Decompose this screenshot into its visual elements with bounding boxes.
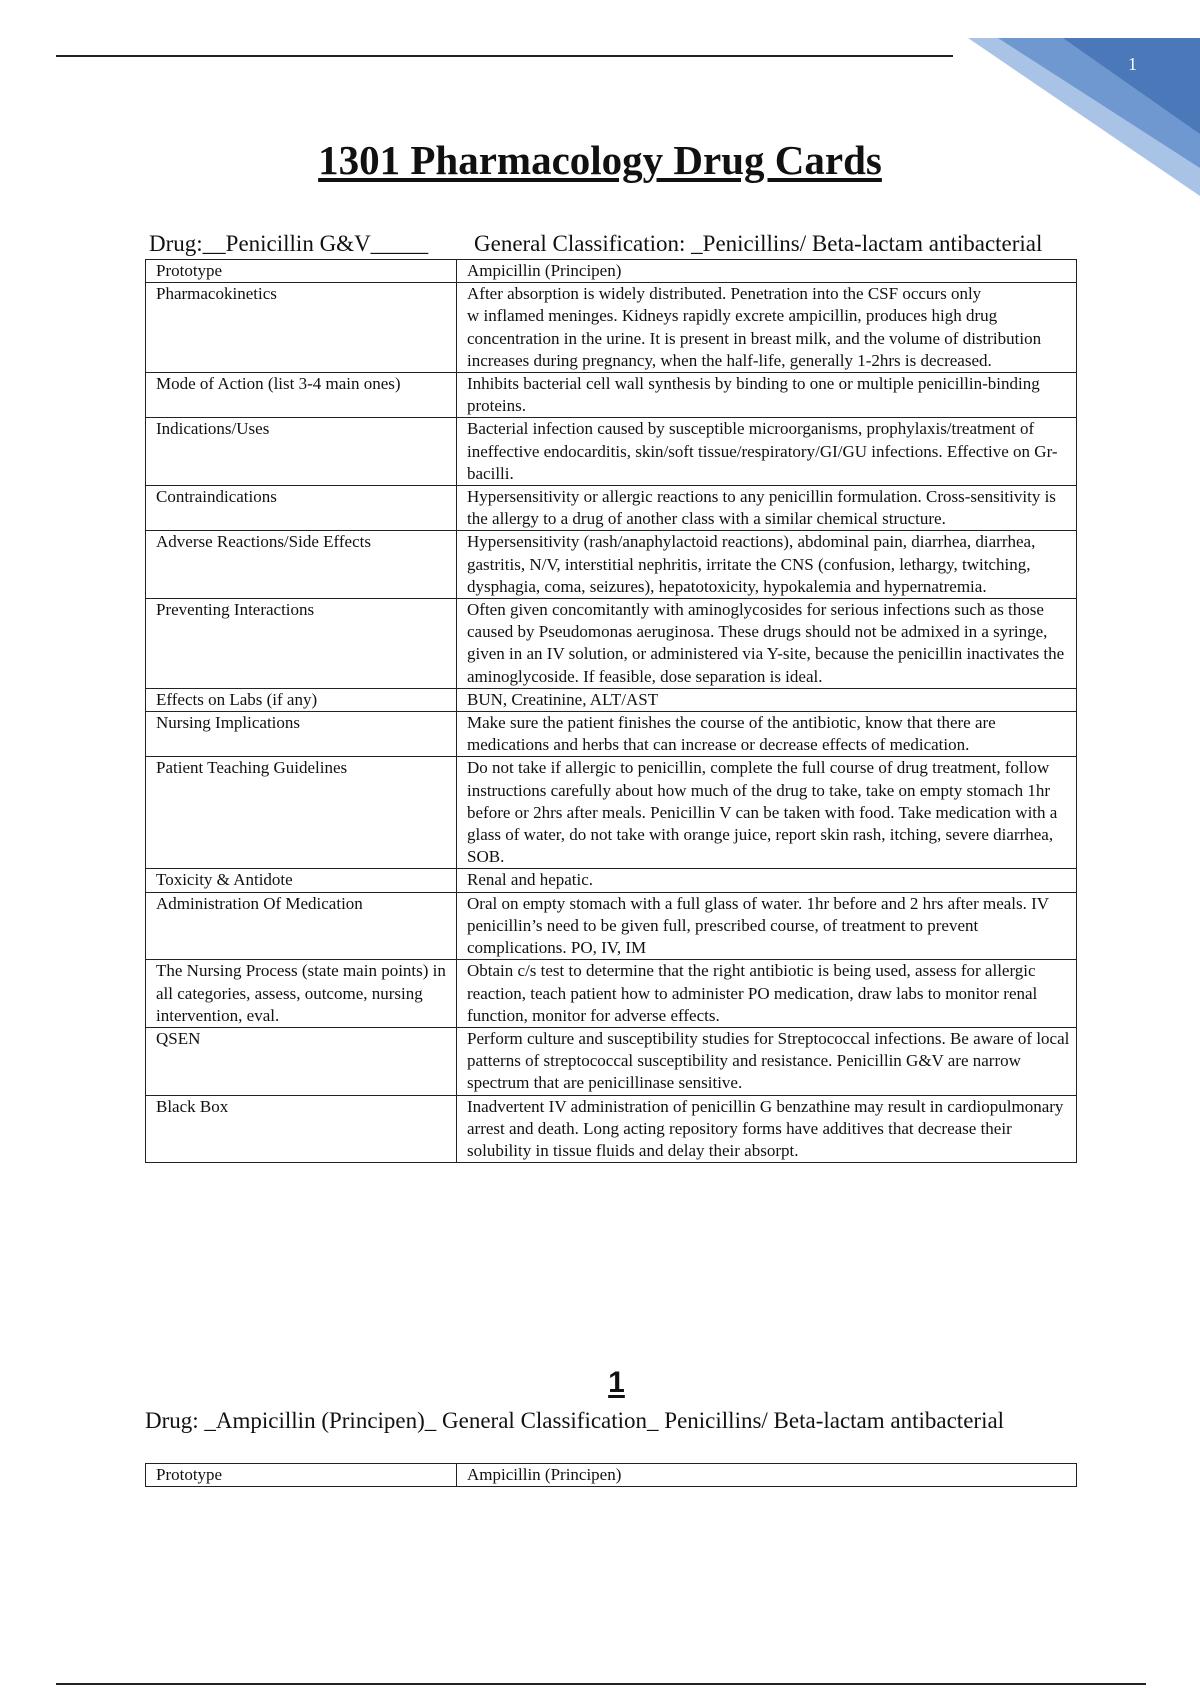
document-title: 1301 Pharmacology Drug Cards xyxy=(318,137,882,183)
drug-name: Drug:__Penicillin G&V_____ xyxy=(149,231,429,256)
footer-rule xyxy=(56,1683,1146,1685)
card1-heading xyxy=(149,231,1079,257)
table-row xyxy=(146,1464,1077,1487)
table-row xyxy=(146,260,1077,283)
field-value: Make sure the patient finishes the course of the antibiotic, know that there are medications and herbs that can increase or decrease effects of medication. xyxy=(457,712,1077,757)
field-label: Patient Teaching Guidelines xyxy=(146,757,457,869)
table-row xyxy=(146,418,1077,486)
drug-card-table-1 xyxy=(145,259,1077,1163)
field-value: Hypersensitivity (rash/anaphylactoid reactions), abdominal pain, diarrhea, diarrhea, gastritis, N/V, interstitial nephritis, irritate the CNS (confusion, lethargy, twitching, dysphagia, coma, seizures), hepatotoxicity, hypokalemia and hypernatremia. xyxy=(457,531,1077,599)
table-row xyxy=(146,283,1077,373)
field-value: Oral on empty stomach with a full glass of water. 1hr before and 2 hrs after meals. IV penicillin’s need to be given full, prescribed course, of treatment to prevent complications. PO, IV, IM xyxy=(457,892,1077,960)
field-value: Bacterial infection caused by susceptible microorganisms, prophylaxis/treatment of ineffective endocarditis, skin/soft tissue/respiratory/GI/GU infections. Effective on Gr- bacilli. xyxy=(457,418,1077,486)
table-row xyxy=(146,960,1077,1028)
table-row xyxy=(146,688,1077,711)
table-row xyxy=(146,892,1077,960)
field-label: The Nursing Process (state main points) in all categories, assess, outcome, nursing intervention, eval. xyxy=(146,960,457,1028)
field-value: BUN, Creatinine, ALT/AST xyxy=(457,688,1077,711)
field-label: Toxicity & Antidote xyxy=(146,869,457,892)
field-label: QSEN xyxy=(146,1027,457,1095)
section-number: 1 xyxy=(608,1366,625,1399)
card2-heading: Drug: _Ampicillin (Principen)_ General Classification_ Penicillins/ Beta-lactam antibacterial xyxy=(145,1408,1005,1433)
field-label: Pharmacokinetics xyxy=(146,283,457,373)
table-row xyxy=(146,757,1077,869)
field-label: Administration Of Medication xyxy=(146,892,457,960)
field-label: Effects on Labs (if any) xyxy=(146,688,457,711)
table-row xyxy=(146,1095,1077,1163)
field-label: Preventing Interactions xyxy=(146,599,457,689)
table-row xyxy=(146,1027,1077,1095)
field-value: Inhibits bacterial cell wall synthesis by binding to one or multiple penicillin-binding proteins. xyxy=(457,373,1077,418)
table-row xyxy=(146,486,1077,531)
field-value: Ampicillin (Principen) xyxy=(457,1464,1077,1487)
field-label: Mode of Action (list 3-4 main ones) xyxy=(146,373,457,418)
table-row xyxy=(146,869,1077,892)
table-row xyxy=(146,599,1077,689)
drug-card-table-2 xyxy=(145,1463,1077,1487)
table-row xyxy=(146,712,1077,757)
field-label: Contraindications xyxy=(146,486,457,531)
field-label: Indications/Uses xyxy=(146,418,457,486)
field-label: Nursing Implications xyxy=(146,712,457,757)
field-value: Often given concomitantly with aminoglycosides for serious infections such as those caused by Pseudomonas aeruginosa. These drugs should not be admixed in a syringe, given in an IV solution, or administered via Y-site, because the penicillin inactivates the aminoglycoside. If feasible, dose separation is ideal. xyxy=(457,599,1077,689)
field-value: Perform culture and susceptibility studies for Streptococcal infections. Be aware of local patterns of streptococcal susceptibility and resistance. Penicillin G&V are narrow spectrum that are penicillinase sensitive. xyxy=(457,1027,1077,1095)
field-value: After absorption is widely distributed. Penetration into the CSF occurs only w inflamed meninges. Kidneys rapidly excrete ampicillin, produces high drug concentration in the urine. It is present in breast milk, and the volume of distribution increases during pregnancy, when the half-life, generally 1-2hrs is decreased. xyxy=(457,283,1077,373)
field-value: Renal and hepatic. xyxy=(457,869,1077,892)
general-classification: General Classification: _Penicillins/ Beta-lactam antibacterial xyxy=(474,231,1043,256)
field-value: Hypersensitivity or allergic reactions to any penicillin formulation. Cross-sensitivity is the allergy to a drug of another class with a similar chemical structure. xyxy=(457,486,1077,531)
field-value: Do not take if allergic to penicillin, complete the full course of drug treatment, follow instructions carefully about how much of the drug to take, take on empty stomach 1hr before or 2hrs after meals. Penicillin V can be taken with food. Take medication with a glass of water, do not take with orange juice, report skin rash, itching, severe diarrhea, SOB. xyxy=(457,757,1077,869)
page-number: 1 xyxy=(1128,54,1137,74)
field-value: Inadvertent IV administration of penicillin G benzathine may result in cardiopulmonary arrest and death. Long acting repository forms have additives that decrease their solubility in tissue fluids and delay their absorpt. xyxy=(457,1095,1077,1163)
field-label: Adverse Reactions/Side Effects xyxy=(146,531,457,599)
field-label: Black Box xyxy=(146,1095,457,1163)
header-rule xyxy=(56,55,953,57)
table-row xyxy=(146,531,1077,599)
field-value: Ampicillin (Principen) xyxy=(457,260,1077,283)
table-row xyxy=(146,373,1077,418)
field-label: Prototype xyxy=(146,260,457,283)
field-value: Obtain c/s test to determine that the right antibiotic is being used, assess for allergic reaction, teach patient how to administer PO medication, draw labs to monitor renal function, monitor for adverse effects. xyxy=(457,960,1077,1028)
field-label: Prototype xyxy=(146,1464,457,1487)
